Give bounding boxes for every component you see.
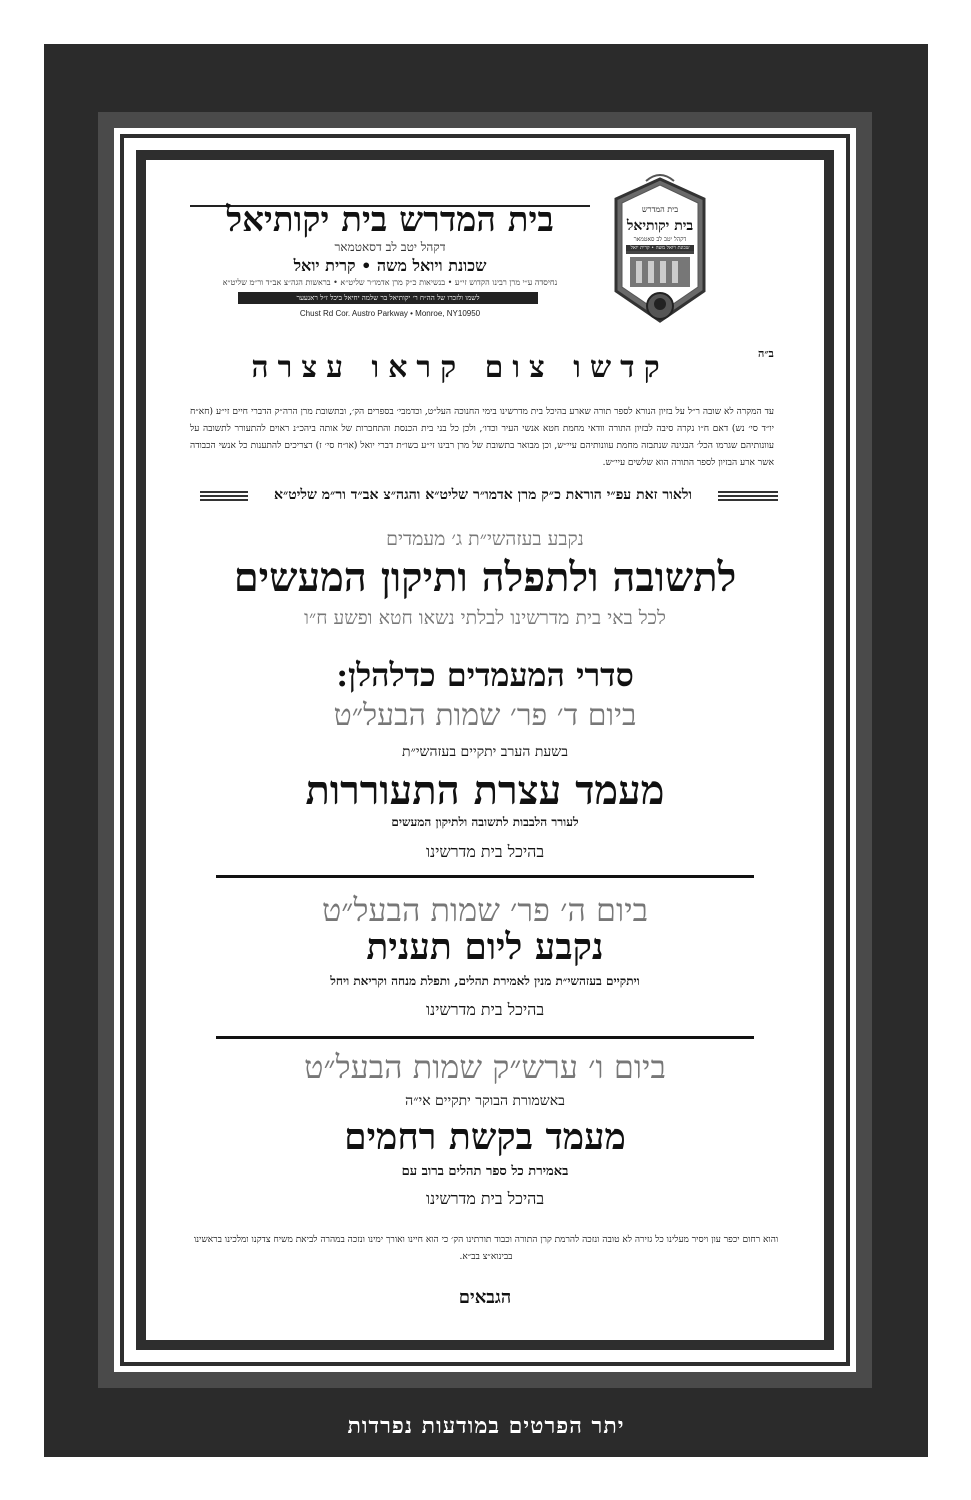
bh-mark: ב״ה xyxy=(758,347,774,360)
header-title: בית המדרש בית יקותיאל xyxy=(226,200,554,240)
day1-date: ביום ד׳ פר׳ שמות הבעל״ט xyxy=(333,698,637,733)
day2-place: בהיכל בית מדרשינו xyxy=(425,1000,545,1019)
building-logo-icon xyxy=(606,171,714,331)
header-subtitle: שכונת ויואל משה • קרית יואל xyxy=(293,256,487,275)
header-address: Chust Rd Cor. Austro Parkway • Monroe, NY10950 xyxy=(299,309,481,318)
banner xyxy=(200,483,778,509)
day2-event: נקבע ליום תענית xyxy=(366,926,604,968)
day3-description: באמירת כל ספר תהלים ברוב עם xyxy=(401,1164,569,1179)
day2-description: ויתקיים בעזהשי״ת מנין לאמירת תהלים, ותפלת מנחה וקריאת ויחל xyxy=(330,974,640,988)
day1-time: בשעת הערב יתקיים בעזהשי״ת xyxy=(402,744,568,760)
day1-place: בהיכל בית מדרשינו xyxy=(425,842,545,861)
schedule-heading: סדרי המעמדים כדלהלן: xyxy=(336,656,634,694)
main-title: קדשו צום קראו עצרה xyxy=(251,350,669,385)
footer-note: יתר הפרטים במודעות נפרדות xyxy=(347,1413,625,1439)
day3-date: ביום ו׳ ערש״ק שמות הבעל״ט xyxy=(304,1048,666,1086)
section-intro-headline: לתשובה ולתפלה ותיקון המעשים xyxy=(233,554,737,601)
banner-text: ולאור זאת עפ״י הוראת כ״ק מרן אדמו״ר שליט״א והגה״צ אב״ד ור״מ שליט״א xyxy=(273,487,692,503)
day3-place: בהיכל בית מדרשינו xyxy=(425,1189,545,1208)
section-intro-line1: נקבע בעזהשי״ת ג׳ מעמדים xyxy=(386,528,584,550)
day3-event: מעמד בקשת רחמים xyxy=(344,1116,626,1158)
intro-paragraph: עד המקרה לא שובה ר״ל על בזיון הנורא לספר תורה שארע בהיכל בית מדרשינו בימי החנוכה העל״ט, וכדמבי׳ בספרים הק׳, ובתשובת מרן הרה״ק הדברי חיים זי״ע (חא״ח יו״ד סי׳ נש) דאם ח״ו נקרה סיבה לבזיון התורה וודאי מחמת חטא אנשי העיר וכדו׳, ולכן כל בני בית הכנסת והתחברות של אותה ביהכ״נ ראוים להתעורר לתשובה על עוונותיהם שגרמו הכל׳ הבגינה שנתבזה מחמת עוונותיהם עיי״ש, וכן מבואר בתשובת של מרן רבינו זי״ע בשו״ת דברי יואל (או״ח סי׳ ז) דצריכים להתענות כל אנשי הכבודה אשר ארע הבזיון לספר התורה הוא שלשים עיי״ש. xyxy=(190,407,774,468)
divider-1 xyxy=(216,875,754,878)
logo-main-text: בית יקותיאל xyxy=(626,218,694,234)
day1-event: מעמד עצרת התעוררות xyxy=(305,767,665,814)
divider-2 xyxy=(216,1036,754,1039)
logo-bar-text: שכונת ויואל משה • קרית יואל xyxy=(626,245,694,251)
signature: הגבאים xyxy=(458,1287,512,1308)
day2-date: ביום ה׳ פר׳ שמות הבעל״ט xyxy=(321,891,649,929)
logo-top-text: בית המדרש xyxy=(641,205,679,214)
logo-sub-text: דקהל יטב לב סאטמאר xyxy=(633,236,687,243)
section-intro-line3: לכל באי בית מדרשינו לבלתי נשאו חטא ופשע ח״ו xyxy=(304,607,666,629)
banner-stripes-right xyxy=(718,491,778,501)
closing-paragraph: והוא רחום יכפר עון ויסיר מעלינו כל גזירה לא טובה ונזכה להרמת קרן התורה וכבוד תורתינו הק׳ כי הוא חיינו ואורך ימינו ונזכה במהרה לביאת משיח צדקנו ומלכינו בראשינו בבינוא״צ בב״א. xyxy=(193,1235,779,1262)
banner-stripes-left xyxy=(200,491,248,501)
header-memorial-box: לשמו ולזכרו של הה״ח ר׳ יקותיאל בר שלמה יחיאל ביכל ז״ל ראנעער xyxy=(238,292,538,304)
day1-description: לעורר הלבבות לתשובה ולתיקון המעשים xyxy=(391,815,579,829)
header-tagline: נחיסדה ע״י מרן רבינו הקדוש זי״ע • בנשיאות כ״ק מרן אדמו״ר שליט״א • בראשות הגה״צ אב״ד ור״מ שליט״א xyxy=(222,278,558,287)
header-subtitle-small: דקהל יטב לב דסאטמאר xyxy=(334,240,446,254)
day3-time: באשמורת הבוקר יתקיים אי״ה xyxy=(405,1093,565,1109)
